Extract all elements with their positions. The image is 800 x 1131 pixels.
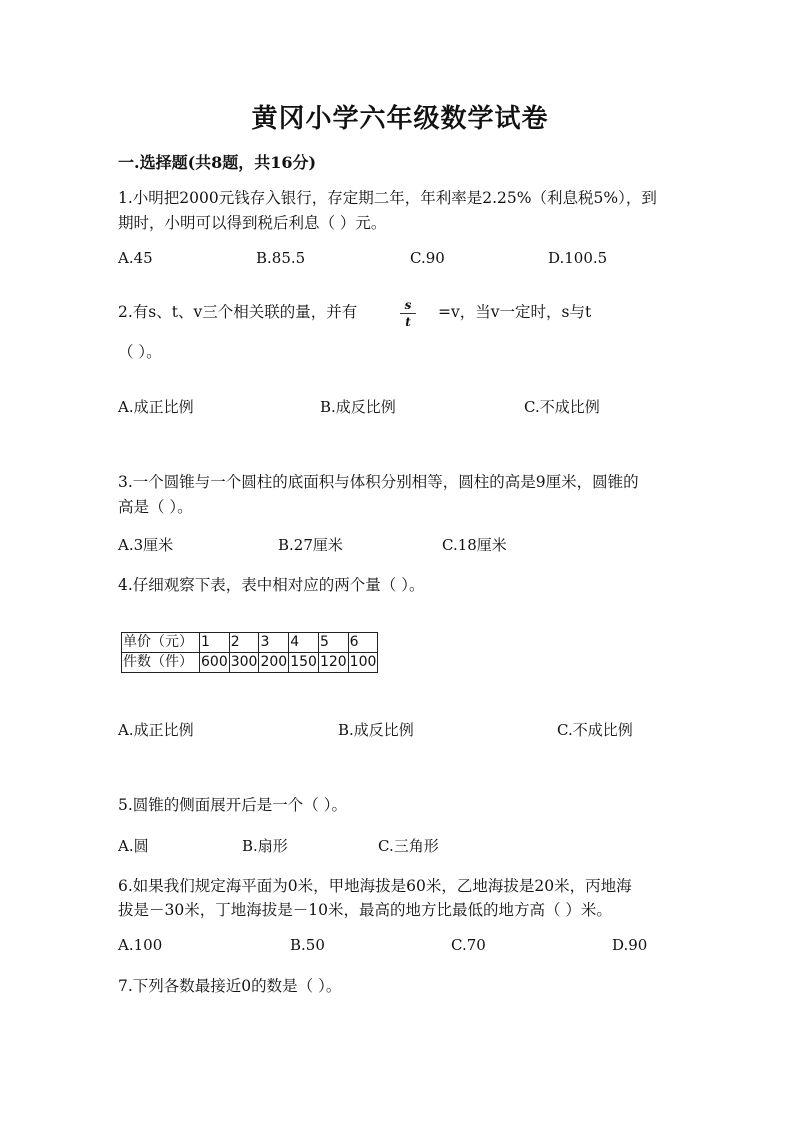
question-2-option-c: C.不成比例 bbox=[524, 398, 600, 416]
question-6-option-a: A.100 bbox=[118, 936, 163, 954]
question-1-option-a: A.45 bbox=[118, 249, 153, 267]
question-3-line-2: 高是（ ）。 bbox=[118, 498, 193, 516]
table-cell: 100 bbox=[348, 653, 378, 673]
table-cell: 单价（元） bbox=[122, 633, 200, 653]
question-6-line-1: 6.如果我们规定海平面为0米，甲地海拔是60米，乙地海拔是20米，丙地海 bbox=[118, 877, 632, 895]
table-cell: 3 bbox=[259, 633, 289, 653]
question-3-option-c: C.18厘米 bbox=[442, 536, 507, 554]
question-3-line-1: 3.一个圆锥与一个圆柱的底面积与体积分别相等，圆柱的高是9厘米，圆锥的 bbox=[118, 473, 639, 491]
table-cell: 2 bbox=[229, 633, 259, 653]
fraction-denominator: t bbox=[405, 315, 411, 329]
table-cell: 120 bbox=[318, 653, 348, 673]
question-2-line-1-after: =v，当v一定时，s与t bbox=[438, 303, 592, 321]
question-6-option-d: D.90 bbox=[612, 936, 648, 954]
question-4-option-c: C.不成比例 bbox=[557, 721, 633, 739]
question-6-option-c: C.70 bbox=[451, 936, 486, 954]
table-cell: 1 bbox=[200, 633, 230, 653]
table-cell: 件数（件） bbox=[122, 653, 200, 673]
question-1-option-d: D.100.5 bbox=[548, 249, 608, 267]
question-1-option-b: B.85.5 bbox=[256, 249, 306, 267]
table-cell: 200 bbox=[259, 653, 289, 673]
table-cell: 300 bbox=[229, 653, 259, 673]
question-2-line-2: （ ）。 bbox=[118, 343, 162, 361]
question-1-option-c: C.90 bbox=[410, 249, 445, 267]
question-1-line-2: 期时，小明可以得到税后利息（ ）元。 bbox=[118, 214, 387, 232]
table-cell: 150 bbox=[289, 653, 319, 673]
question-2-line-1-before: 2.有s、t、v三个相关联的量，并有 bbox=[118, 303, 358, 321]
question-2-option-b: B.成反比例 bbox=[320, 398, 396, 416]
section-header: 一.选择题(共8题，共16分) bbox=[118, 153, 317, 172]
table-cell: 4 bbox=[289, 633, 319, 653]
question-3-option-b: B.27厘米 bbox=[278, 536, 343, 554]
fraction-bar bbox=[400, 313, 416, 314]
question-4-line-1: 4.仔细观察下表，表中相对应的两个量（ ）。 bbox=[118, 576, 425, 594]
page-title: 黄冈小学六年级数学试卷 bbox=[251, 104, 549, 134]
question-4-option-a: A.成正比例 bbox=[118, 721, 194, 739]
question-3-option-a: A.3厘米 bbox=[118, 536, 174, 554]
fraction-s-over-t bbox=[400, 298, 416, 329]
question-2-option-a: A.成正比例 bbox=[118, 398, 194, 416]
question-6-line-2: 拔是－30米，丁地海拔是－10米，最高的地方比最低的地方高（ ）米。 bbox=[118, 901, 612, 919]
table-cell: 6 bbox=[348, 633, 378, 653]
question-6-option-b: B.50 bbox=[290, 936, 325, 954]
question-5-option-b: B.扇形 bbox=[242, 837, 288, 855]
question-5-line-1: 5.圆锥的侧面展开后是一个（ ）。 bbox=[118, 796, 347, 814]
question-7-line-1: 7.下列各数最接近0的数是（ ）。 bbox=[118, 977, 342, 995]
table-row bbox=[122, 633, 378, 653]
table-row bbox=[122, 653, 378, 673]
table-cell: 600 bbox=[200, 653, 230, 673]
table-cell: 5 bbox=[318, 633, 348, 653]
fraction-numerator: s bbox=[404, 298, 412, 312]
question-4-option-b: B.成反比例 bbox=[338, 721, 414, 739]
question-1-line-1: 1.小明把2000元钱存入银行，存定期二年，年利率是2.25%（利息税5%），到 bbox=[118, 189, 657, 207]
price-quantity-table bbox=[121, 632, 378, 673]
question-5-option-c: C.三角形 bbox=[378, 837, 439, 855]
question-5-option-a: A.圆 bbox=[118, 837, 149, 855]
